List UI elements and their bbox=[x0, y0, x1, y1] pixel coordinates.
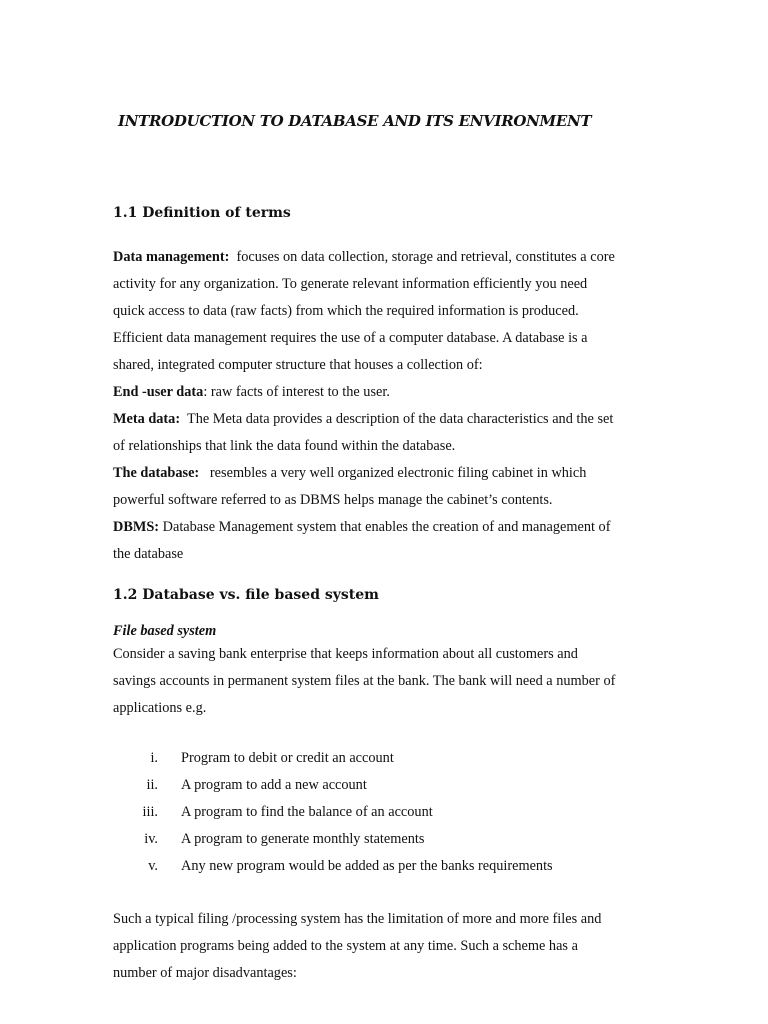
definition-dbms-line-2: the database bbox=[113, 546, 184, 562]
closing-line-3: number of major disadvantages: bbox=[113, 965, 297, 981]
list-item bbox=[113, 772, 553, 799]
definition-text: Database Management system that enables the creation of and management of bbox=[162, 519, 611, 535]
intro-line-2: savings accounts in permanent system files at the bank. The bank will need a number of bbox=[113, 673, 616, 689]
list-item bbox=[113, 853, 553, 880]
definition-data-management-line-5: shared, integrated computer structure that houses a collection of: bbox=[113, 357, 483, 373]
definition-end-user-data bbox=[113, 379, 653, 406]
program-list bbox=[113, 745, 553, 880]
list-item-text: Any new program would be added as per the banks requirements bbox=[181, 858, 553, 874]
list-item-text: A program to add a new account bbox=[181, 777, 367, 793]
list-item-text: A program to generate monthly statements bbox=[181, 831, 425, 847]
section-heading-definition-of-terms: 1.1 Definition of terms bbox=[113, 205, 291, 221]
intro-line-1: Consider a saving bank enterprise that keeps information about all customers and bbox=[113, 646, 578, 662]
intro-line-3: applications e.g. bbox=[113, 700, 207, 716]
section-heading-database-vs-file: 1.2 Database vs. file based system bbox=[113, 587, 379, 603]
definition-the-database-line-1 bbox=[113, 460, 653, 487]
definition-data-management-line-4: Efficient data management requires the use of a computer database. A database is a bbox=[113, 330, 588, 346]
list-item bbox=[113, 826, 553, 853]
list-item-number: i. bbox=[150, 750, 158, 766]
list-item-number: ii. bbox=[146, 777, 158, 793]
definition-text: : raw facts of interest to the user. bbox=[203, 384, 390, 400]
term-dbms: DBMS: bbox=[113, 519, 160, 535]
subheading-file-based-system: File based system bbox=[113, 623, 217, 639]
document-title: INTRODUCTION TO DATABASE AND ITS ENVIRONMENT bbox=[118, 112, 592, 130]
definition-data-management-line-3: quick access to data (raw facts) from which the required information is produced. bbox=[113, 303, 579, 319]
definition-dbms-line-1 bbox=[113, 514, 653, 541]
file-based-intro-block bbox=[113, 621, 653, 722]
definition-data-management-line-1 bbox=[113, 244, 653, 271]
list-item bbox=[113, 745, 553, 772]
list-item-text: A program to find the balance of an account bbox=[181, 804, 433, 820]
list-item-text: Program to debit or credit an account bbox=[181, 750, 394, 766]
definition-text: resembles a very well organized electronic filing cabinet in which bbox=[209, 465, 587, 481]
list-item bbox=[113, 799, 553, 826]
closing-line-2: application programs being added to the system at any time. Such a scheme has a bbox=[113, 938, 578, 954]
closing-line-1: Such a typical filing /processing system has the limitation of more and more files and bbox=[113, 911, 602, 927]
list-item-number: iii. bbox=[142, 804, 158, 820]
term-the-database: The database: bbox=[113, 465, 200, 481]
term-meta-data: Meta data: bbox=[113, 411, 181, 427]
list-item-number: v. bbox=[148, 858, 158, 874]
definition-text: focuses on data collection, storage and retrieval, constitutes a core bbox=[236, 249, 615, 265]
closing-paragraph bbox=[113, 906, 653, 987]
definition-data-management-line-2: activity for any organization. To generate relevant information efficiently you need bbox=[113, 276, 588, 292]
definitions-block bbox=[113, 244, 653, 568]
term-end-user-data: End -user data bbox=[113, 384, 204, 400]
definition-the-database-line-2: powerful software referred to as DBMS helps manage the cabinet’s contents. bbox=[113, 492, 553, 508]
definition-meta-data-line-2: of relationships that link the data found within the database. bbox=[113, 438, 456, 454]
term-data-management: Data management: bbox=[113, 249, 230, 265]
list-item-number: iv. bbox=[144, 831, 158, 847]
definition-text: The Meta data provides a description of the data characteristics and the set bbox=[186, 411, 614, 427]
definition-meta-data-line-1 bbox=[113, 406, 653, 433]
